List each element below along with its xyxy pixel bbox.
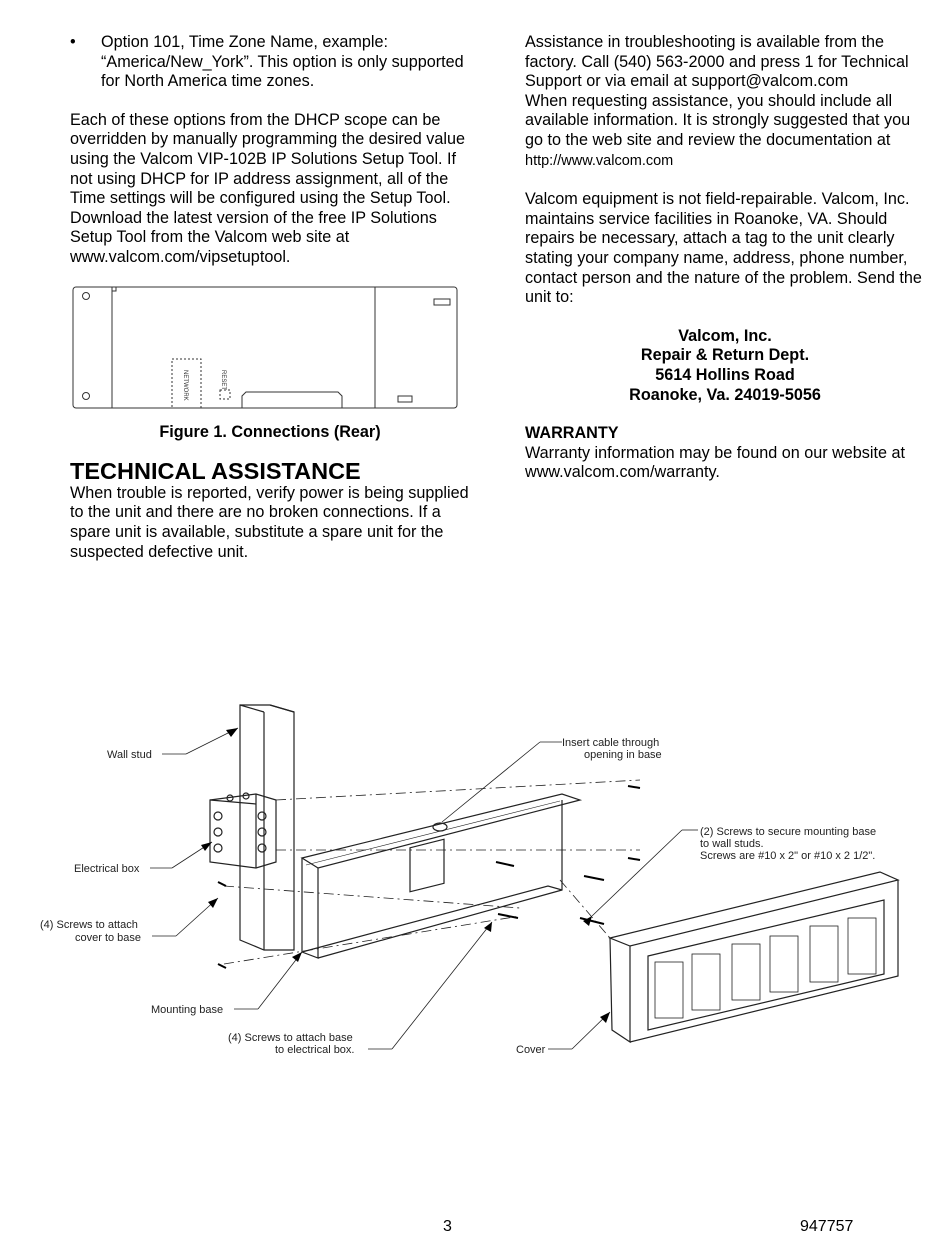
figure-caption: Figure 1. Connections (Rear)	[159, 423, 381, 442]
address-line-2: Repair & Return Dept.	[640, 346, 810, 365]
figure-connections-rear	[70, 284, 470, 443]
bullet-item	[70, 33, 470, 92]
right-column	[525, 33, 925, 483]
warranty-heading: WARRANTY	[525, 424, 619, 443]
address-line-4: Roanoke, Va. 24019-5056	[629, 385, 821, 404]
label-screws-studs-3: Screws are #10 x 2" or #10 x 2 1/2".	[700, 850, 876, 862]
label-screws-box-2: to electrical box.	[275, 1044, 355, 1056]
label-insert-cable-2: opening in base	[584, 749, 662, 761]
label-wall-stud: Wall stud	[107, 749, 152, 761]
label-screws-cover-2: cover to base	[75, 932, 142, 944]
mounting-base-drawing	[302, 794, 580, 958]
document-number: 947757	[800, 1218, 854, 1235]
rear-panel-drawing	[70, 284, 462, 412]
label-cover: Cover	[516, 1044, 546, 1056]
repair-address	[525, 327, 925, 405]
assistance-text: When requesting assistance, you should include all available information. It is strongly suggested that you go to the web site and review the documentation at	[525, 91, 911, 149]
technical-assistance-paragraph: When trouble is reported, verify power is being supplied to the unit and there are no broken connections. If a spare unit is available, substitute a spare unit for the suspected defective unit.	[70, 483, 469, 561]
wall-stud-drawing	[240, 705, 294, 950]
arrowheads	[201, 728, 610, 1023]
cover-drawing	[610, 872, 898, 1042]
label-screws-studs-1: (2) Screws to secure mounting base	[700, 826, 877, 838]
alignment-lines	[224, 780, 640, 964]
warranty-text: Warranty information may be found on our website at www.valcom.com/warranty.	[525, 443, 905, 482]
repair-paragraph: Valcom equipment is not field-repairable. Valcom, Inc. maintains service facilities in Roanoke, VA. Should repairs be necessary, attach a tag to the unit clearly stating your company name, address, phone number, contact person and the nature of the problem. Send the unit to:	[525, 190, 922, 307]
bullet-dot: •	[70, 33, 76, 51]
technical-assistance-heading: TECHNICAL ASSISTANCE	[70, 457, 361, 484]
screws	[218, 786, 640, 968]
label-insert-cable-1: Insert cable through	[562, 737, 660, 749]
address-line-3: 5614 Hollins Road	[655, 365, 795, 384]
left-column	[70, 33, 470, 562]
electrical-box-drawing	[210, 793, 276, 868]
address-line-1: Valcom, Inc.	[678, 326, 772, 345]
label-screws-cover-1: (4) Screws to attach	[40, 919, 138, 931]
network-label: NETWORK	[182, 369, 188, 401]
assistance-paragraph-1: Assistance in troubleshooting is available from the factory. Call (540) 563-2000 and press 1 for Technical Support or via email at support@valcom.com	[525, 33, 909, 91]
label-screws-box-1: (4) Screws to attach base	[228, 1032, 353, 1044]
label-mounting-base: Mounting base	[151, 1004, 224, 1016]
installation-diagram	[0, 690, 950, 1110]
dhcp-paragraph: Each of these options from the DHCP scope can be overridden by manually programming the desired value using the Valcom VIP-102B IP Solutions Setup Tool. If not using DHCP for IP address assignment, all of the Time settings will be configured using the Setup Tool. Download the latest version of the free IP Solutions Setup Tool from the Valcom web site at www.valcom.com/vipsetuptool.	[70, 110, 466, 266]
reset-label: RESET	[220, 369, 226, 390]
page-number: 3	[443, 1218, 452, 1235]
valcom-website-link[interactable]: http://www.valcom.com	[525, 152, 674, 169]
label-electrical-box: Electrical box	[74, 863, 140, 875]
bullet-option-text: Option 101, Time Zone Name, example: “America/New_York”. This option is only supported for North America time zones.	[101, 33, 464, 91]
assistance-paragraph-2	[525, 92, 925, 171]
label-screws-studs-2: to wall studs.	[700, 838, 764, 850]
